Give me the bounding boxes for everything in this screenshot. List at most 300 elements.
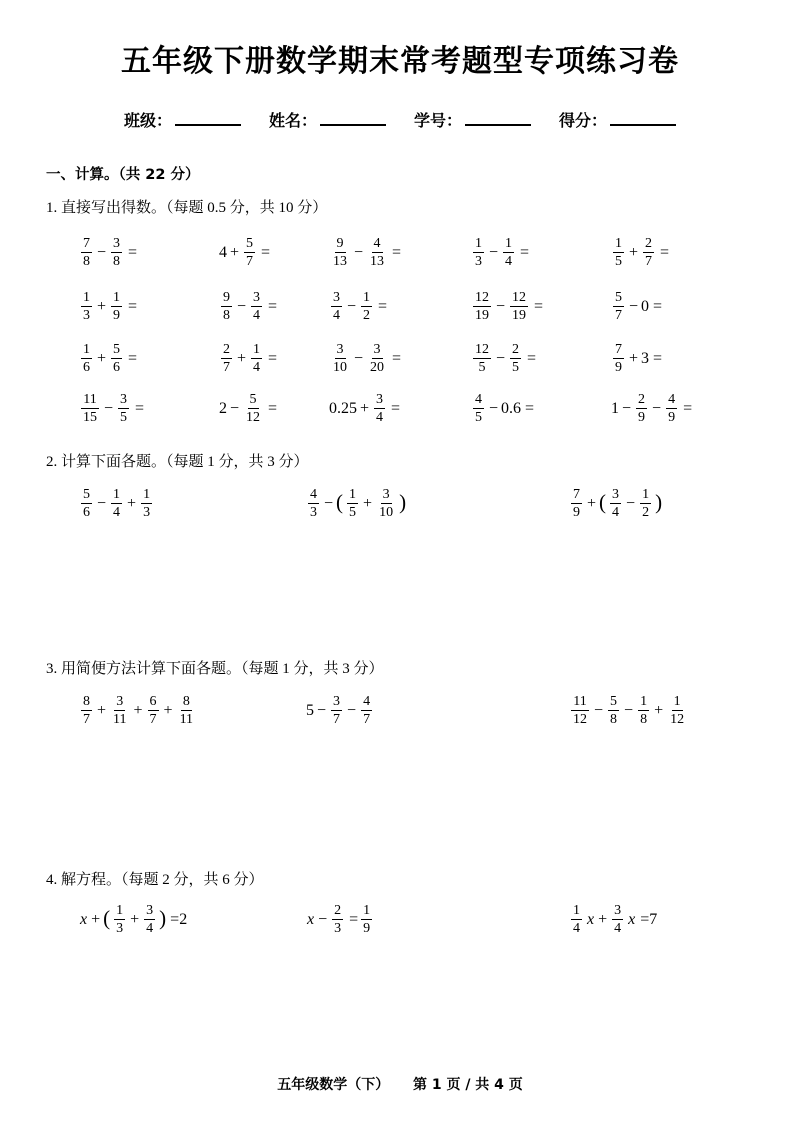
fraction-numerator: 1 bbox=[361, 903, 372, 920]
fraction bbox=[503, 236, 514, 269]
oral-problem-16 bbox=[78, 392, 144, 425]
fraction bbox=[612, 903, 623, 936]
fraction-numerator: 3 bbox=[372, 342, 383, 359]
math-operator: − bbox=[324, 494, 334, 512]
fraction-denominator: 5 bbox=[512, 360, 520, 376]
math-operator: − bbox=[237, 297, 247, 315]
fraction bbox=[473, 392, 484, 425]
math-equals: = bbox=[392, 349, 402, 367]
fraction-denominator: 9 bbox=[668, 410, 676, 426]
fraction bbox=[244, 236, 255, 269]
fraction-numerator: 5 bbox=[111, 342, 122, 359]
math-equals: = bbox=[128, 297, 138, 315]
oral-problem-11 bbox=[78, 342, 137, 375]
fraction bbox=[244, 392, 262, 425]
math-operator: − bbox=[624, 701, 634, 719]
math-equals: = bbox=[268, 349, 278, 367]
equation-problem-2 bbox=[305, 903, 375, 936]
math-equals: = bbox=[268, 297, 278, 315]
math-variable: x bbox=[307, 910, 315, 928]
fraction-numerator: 5 bbox=[81, 487, 92, 504]
math-number: 4 bbox=[219, 243, 227, 261]
math-equals: = bbox=[349, 910, 359, 928]
fraction-numerator: 1 bbox=[251, 342, 262, 359]
fraction-numerator: 4 bbox=[473, 392, 484, 409]
fraction-denominator: 3 bbox=[116, 921, 124, 937]
math-paren: ) bbox=[655, 490, 663, 515]
math-equals: = bbox=[653, 349, 663, 367]
oral-problem-5 bbox=[610, 236, 669, 269]
fraction bbox=[613, 236, 624, 269]
math-operator: − bbox=[496, 297, 506, 315]
math-operator: − bbox=[97, 494, 107, 512]
page-title: 五年级下册数学期末常考题型专项练习卷 bbox=[121, 44, 679, 79]
fraction-denominator: 3 bbox=[475, 254, 482, 270]
fraction-denominator: 3 bbox=[143, 505, 151, 521]
fraction-denominator: 13 bbox=[370, 254, 385, 270]
math-equals: = bbox=[683, 399, 693, 417]
fraction-numerator: 1 bbox=[111, 290, 122, 307]
fraction-denominator: 4 bbox=[146, 921, 154, 937]
math-equals: = bbox=[392, 243, 402, 261]
fraction bbox=[81, 290, 92, 323]
fraction-numerator: 3 bbox=[381, 487, 392, 504]
math-number: 3 bbox=[641, 349, 650, 367]
fraction bbox=[331, 342, 349, 375]
fraction-denominator: 4 bbox=[113, 505, 121, 521]
fraction bbox=[331, 694, 342, 727]
math-number: 0.6 bbox=[501, 399, 522, 417]
math-operator: + bbox=[163, 701, 173, 719]
math-operator: + bbox=[587, 494, 597, 512]
fraction-denominator: 7 bbox=[223, 360, 230, 376]
math-paren: ) bbox=[159, 906, 167, 931]
fraction bbox=[571, 694, 589, 727]
math-equals: = bbox=[520, 243, 530, 261]
fraction bbox=[361, 694, 372, 727]
fraction-denominator: 2 bbox=[363, 308, 371, 324]
math-equals: = bbox=[378, 297, 388, 315]
math-variable: x bbox=[628, 910, 636, 928]
fraction-numerator: 3 bbox=[374, 392, 385, 409]
fraction-denominator: 7 bbox=[333, 712, 341, 728]
math-number: 0 bbox=[641, 297, 650, 315]
fraction-numerator: 3 bbox=[331, 290, 342, 307]
fraction bbox=[111, 487, 122, 520]
fraction bbox=[81, 236, 92, 269]
fraction bbox=[148, 694, 159, 727]
math-operator: − bbox=[489, 399, 499, 417]
oral-problem-20 bbox=[610, 392, 692, 425]
fraction-numerator: 8 bbox=[181, 694, 192, 711]
fraction-denominator: 9 bbox=[638, 410, 646, 426]
oral-problem-14 bbox=[470, 342, 536, 375]
fraction-denominator: 2 bbox=[642, 505, 650, 521]
fraction-numerator: 1 bbox=[672, 694, 683, 711]
fraction-denominator: 9 bbox=[615, 360, 622, 376]
fraction-numerator: 3 bbox=[612, 903, 623, 920]
fraction-denominator: 13 bbox=[333, 254, 347, 270]
fraction-numerator: 1 bbox=[473, 236, 484, 253]
fraction bbox=[374, 392, 385, 425]
fraction-denominator: 5 bbox=[349, 505, 357, 521]
fraction-numerator: 11 bbox=[571, 694, 588, 711]
fraction-denominator: 3 bbox=[83, 308, 90, 324]
math-operator: + bbox=[363, 494, 373, 512]
fraction-numerator: 7 bbox=[571, 487, 582, 504]
fraction bbox=[608, 694, 619, 727]
fraction-denominator: 11 bbox=[179, 712, 194, 728]
fraction-numerator: 6 bbox=[148, 694, 159, 711]
fraction-denominator: 15 bbox=[83, 410, 97, 426]
math-operator: + bbox=[237, 349, 247, 367]
fraction bbox=[361, 903, 372, 936]
fraction bbox=[144, 903, 155, 936]
fraction bbox=[636, 392, 647, 425]
fraction-denominator: 8 bbox=[640, 712, 648, 728]
fraction-numerator: 9 bbox=[335, 236, 346, 253]
math-operator: − bbox=[317, 701, 327, 719]
fraction-numerator: 1 bbox=[503, 236, 514, 253]
math-equals: =2 bbox=[170, 910, 188, 928]
fraction-denominator: 19 bbox=[475, 308, 489, 324]
math-operator: − bbox=[489, 243, 499, 261]
math-operator: + bbox=[360, 399, 370, 417]
fraction-numerator: 9 bbox=[221, 290, 232, 307]
fraction-denominator: 10 bbox=[333, 360, 347, 376]
math-operator: + bbox=[230, 243, 240, 261]
field-score-label: 得分： bbox=[559, 111, 608, 130]
math-operator: − bbox=[230, 399, 240, 417]
fraction-denominator: 4 bbox=[253, 360, 261, 376]
math-equals: = bbox=[527, 349, 537, 367]
fraction-denominator: 7 bbox=[615, 308, 622, 324]
math-operator: + bbox=[127, 494, 137, 512]
fraction-numerator: 11 bbox=[81, 392, 98, 409]
math-number: 2 bbox=[219, 399, 227, 417]
field-class-blank[interactable] bbox=[175, 109, 241, 126]
fraction-denominator: 4 bbox=[612, 505, 620, 521]
fraction bbox=[613, 290, 624, 323]
math-equals: = bbox=[391, 399, 401, 417]
fraction bbox=[571, 903, 582, 936]
fraction-numerator: 1 bbox=[361, 290, 372, 307]
oral-problem-19 bbox=[470, 392, 534, 425]
fraction bbox=[610, 487, 621, 520]
math-operator: − bbox=[347, 701, 357, 719]
fraction-denominator: 12 bbox=[670, 712, 685, 728]
fraction-numerator: 7 bbox=[613, 342, 624, 359]
math-operator: − bbox=[354, 243, 364, 261]
fraction bbox=[473, 290, 491, 323]
fraction bbox=[613, 342, 624, 375]
math-equals: =7 bbox=[640, 910, 658, 928]
fraction-numerator: 2 bbox=[221, 342, 232, 359]
math-operator: − bbox=[652, 399, 662, 417]
oral-problem-13 bbox=[328, 342, 401, 375]
fraction-numerator: 1 bbox=[81, 342, 92, 359]
fraction-denominator: 5 bbox=[475, 410, 482, 426]
fraction bbox=[473, 342, 491, 375]
math-number: 5 bbox=[306, 701, 314, 719]
simplify-problem-3 bbox=[568, 694, 689, 727]
fraction-numerator: 1 bbox=[571, 903, 582, 920]
field-student-id-label: 学号： bbox=[414, 111, 463, 130]
math-equals: = bbox=[653, 297, 663, 315]
fraction-denominator: 8 bbox=[223, 308, 230, 324]
fraction-denominator: 11 bbox=[113, 712, 127, 728]
fraction-numerator: 1 bbox=[114, 903, 125, 920]
fraction bbox=[638, 694, 649, 727]
math-operator: + bbox=[133, 701, 143, 719]
oral-problem-9 bbox=[470, 290, 543, 323]
fraction-denominator: 8 bbox=[83, 254, 90, 270]
fraction-denominator: 5 bbox=[120, 410, 128, 426]
fraction-numerator: 5 bbox=[608, 694, 619, 711]
fraction-denominator: 5 bbox=[615, 254, 622, 270]
fraction bbox=[178, 694, 195, 727]
math-paren: ( bbox=[336, 490, 344, 515]
fraction bbox=[308, 487, 319, 520]
fraction bbox=[81, 342, 92, 375]
fraction-numerator: 5 bbox=[613, 290, 624, 307]
fraction-denominator: 5 bbox=[478, 360, 486, 376]
math-equals: = bbox=[261, 243, 271, 261]
fraction-numerator: 3 bbox=[111, 236, 122, 253]
footer-pagination: 第 1 页 / 共 4 页 bbox=[412, 1077, 523, 1093]
math-paren: ( bbox=[599, 490, 607, 515]
math-number: 1 bbox=[611, 399, 619, 417]
fraction bbox=[81, 392, 99, 425]
oral-problem-18 bbox=[328, 392, 400, 425]
fraction-numerator: 12 bbox=[473, 342, 491, 359]
fraction-denominator: 4 bbox=[573, 921, 580, 937]
fraction-numerator: 4 bbox=[372, 236, 383, 253]
fraction bbox=[111, 342, 122, 375]
fraction bbox=[368, 342, 386, 375]
fraction-numerator: 3 bbox=[251, 290, 262, 307]
math-equals: = bbox=[128, 243, 138, 261]
fraction bbox=[221, 342, 232, 375]
fraction-denominator: 4 bbox=[376, 410, 384, 426]
field-name-label: 姓名： bbox=[268, 111, 317, 130]
oral-problem-17 bbox=[218, 392, 277, 425]
math-operator: + bbox=[629, 243, 639, 261]
oral-problem-4 bbox=[470, 236, 529, 269]
math-operator: − bbox=[318, 910, 328, 928]
fraction-numerator: 4 bbox=[308, 487, 319, 504]
math-operator: − bbox=[496, 349, 506, 367]
fraction-numerator: 12 bbox=[473, 290, 491, 307]
fraction bbox=[81, 487, 92, 520]
math-operator: − bbox=[347, 297, 357, 315]
fraction-denominator: 12 bbox=[573, 712, 587, 728]
math-operator: − bbox=[594, 701, 604, 719]
fraction-denominator: 4 bbox=[253, 308, 261, 324]
fraction bbox=[331, 236, 349, 269]
math-paren: ( bbox=[103, 906, 111, 931]
fraction-denominator: 8 bbox=[610, 712, 618, 728]
math-operator: − bbox=[622, 399, 632, 417]
fraction bbox=[221, 290, 232, 323]
fraction-denominator: 7 bbox=[149, 712, 157, 728]
fraction bbox=[368, 236, 386, 269]
fraction-denominator: 3 bbox=[334, 921, 342, 937]
fraction-denominator: 8 bbox=[113, 254, 121, 270]
simplify-problem-2 bbox=[305, 694, 375, 727]
fraction bbox=[377, 487, 395, 520]
fraction bbox=[331, 290, 342, 323]
oral-problem-10 bbox=[610, 290, 662, 323]
oral-problem-2 bbox=[218, 236, 270, 269]
fraction bbox=[666, 392, 677, 425]
fraction-denominator: 9 bbox=[363, 921, 371, 937]
fraction bbox=[571, 487, 582, 520]
fraction-numerator: 1 bbox=[81, 290, 92, 307]
math-equals: = bbox=[128, 349, 138, 367]
fraction-denominator: 19 bbox=[512, 308, 527, 324]
fraction bbox=[81, 694, 92, 727]
math-operator: − bbox=[629, 297, 639, 315]
fraction-numerator: 3 bbox=[114, 694, 125, 711]
fraction bbox=[643, 236, 654, 269]
subsection-heading-4: 4. 解方程。（每题 2 分，共 6 分） bbox=[46, 872, 264, 888]
math-operator: + bbox=[654, 701, 664, 719]
subsection-heading-1: 1. 直接写出得数。（每题 0.5 分，共 10 分） bbox=[46, 200, 328, 216]
math-equals: = bbox=[534, 297, 544, 315]
math-equals: = bbox=[525, 399, 535, 417]
field-student-id bbox=[414, 108, 531, 131]
oral-problem-12 bbox=[218, 342, 277, 375]
oral-problem-3 bbox=[328, 236, 401, 269]
simplify-problem-1 bbox=[78, 694, 198, 727]
fraction-numerator: 5 bbox=[248, 392, 259, 409]
fraction-numerator: 1 bbox=[613, 236, 624, 253]
fraction-numerator: 3 bbox=[610, 487, 621, 504]
fraction bbox=[111, 236, 122, 269]
fraction bbox=[640, 487, 651, 520]
fraction bbox=[332, 903, 343, 936]
field-name bbox=[269, 108, 386, 131]
fraction-numerator: 2 bbox=[643, 236, 654, 253]
fraction-denominator: 6 bbox=[83, 505, 90, 521]
fraction-numerator: 4 bbox=[361, 694, 372, 711]
fraction-numerator: 5 bbox=[244, 236, 255, 253]
fraction-numerator: 3 bbox=[335, 342, 346, 359]
calc-problem-3 bbox=[568, 487, 663, 520]
fraction bbox=[251, 342, 262, 375]
fraction-numerator: 1 bbox=[640, 487, 651, 504]
oral-problem-1 bbox=[78, 236, 137, 269]
fraction-numerator: 8 bbox=[81, 694, 92, 711]
oral-problem-6 bbox=[78, 290, 137, 323]
math-equals: = bbox=[660, 243, 670, 261]
math-variable: x bbox=[587, 910, 595, 928]
fraction-numerator: 3 bbox=[118, 392, 129, 409]
math-operator: + bbox=[97, 701, 107, 719]
page-footer bbox=[0, 1074, 800, 1094]
field-student-id-blank[interactable] bbox=[465, 109, 531, 126]
fraction bbox=[118, 392, 129, 425]
equation-problem-1 bbox=[78, 903, 187, 936]
fraction-numerator: 12 bbox=[510, 290, 528, 307]
fraction-denominator: 4 bbox=[505, 254, 513, 270]
math-operator: + bbox=[97, 349, 107, 367]
fraction bbox=[111, 290, 122, 323]
math-operator: − bbox=[97, 243, 107, 261]
math-operator: + bbox=[97, 297, 107, 315]
fraction bbox=[347, 487, 358, 520]
fraction bbox=[668, 694, 686, 727]
fraction-numerator: 7 bbox=[81, 236, 92, 253]
fraction-denominator: 20 bbox=[370, 360, 385, 376]
fraction bbox=[361, 290, 372, 323]
field-score bbox=[559, 108, 676, 131]
field-class bbox=[124, 108, 241, 131]
math-paren: ) bbox=[399, 490, 407, 515]
fraction bbox=[251, 290, 262, 323]
subsection-heading-3: 3. 用简便方法计算下面各题。（每题 1 分，共 3 分） bbox=[46, 661, 384, 677]
fraction-denominator: 7 bbox=[645, 254, 653, 270]
oral-problem-15 bbox=[610, 342, 662, 375]
header-fields bbox=[0, 108, 800, 131]
fraction bbox=[473, 236, 484, 269]
math-operator: + bbox=[598, 910, 608, 928]
calc-problem-2 bbox=[305, 487, 407, 520]
fraction-denominator: 9 bbox=[113, 308, 121, 324]
fraction-denominator: 4 bbox=[614, 921, 622, 937]
field-name-blank[interactable] bbox=[320, 109, 386, 126]
math-equals: = bbox=[135, 399, 145, 417]
fraction-denominator: 3 bbox=[310, 505, 317, 521]
fraction-denominator: 6 bbox=[83, 360, 90, 376]
math-equals: = bbox=[268, 399, 278, 417]
fraction-numerator: 1 bbox=[141, 487, 152, 504]
fraction-numerator: 3 bbox=[144, 903, 155, 920]
oral-problem-7 bbox=[218, 290, 277, 323]
field-class-label: 班级： bbox=[123, 111, 172, 130]
fraction-denominator: 7 bbox=[246, 254, 254, 270]
section-heading-1: 一、计算。（共 22 分） bbox=[46, 167, 200, 183]
fraction bbox=[111, 694, 128, 727]
fraction-numerator: 1 bbox=[347, 487, 358, 504]
field-score-blank[interactable] bbox=[610, 109, 676, 126]
footer-subject: 五年级数学（下） bbox=[277, 1077, 390, 1093]
fraction-numerator: 2 bbox=[510, 342, 521, 359]
fraction-numerator: 1 bbox=[111, 487, 122, 504]
fraction-denominator: 10 bbox=[379, 505, 394, 521]
math-operator: + bbox=[91, 910, 101, 928]
fraction-numerator: 1 bbox=[638, 694, 649, 711]
subsection-heading-2: 2. 计算下面各题。（每题 1 分，共 3 分） bbox=[46, 454, 309, 470]
equation-problem-3 bbox=[568, 903, 657, 936]
math-number: 0.25 bbox=[329, 399, 357, 417]
math-operator: − bbox=[354, 349, 364, 367]
math-operator: + bbox=[130, 910, 140, 928]
fraction-denominator: 12 bbox=[246, 410, 261, 426]
fraction-denominator: 7 bbox=[363, 712, 371, 728]
fraction bbox=[114, 903, 125, 936]
fraction-numerator: 3 bbox=[331, 694, 342, 711]
oral-problem-8 bbox=[328, 290, 387, 323]
fraction-denominator: 7 bbox=[83, 712, 90, 728]
math-operator: − bbox=[104, 399, 114, 417]
fraction-numerator: 2 bbox=[636, 392, 647, 409]
fraction bbox=[141, 487, 152, 520]
calc-problem-1 bbox=[78, 487, 155, 520]
fraction bbox=[510, 290, 528, 323]
math-operator: + bbox=[629, 349, 639, 367]
